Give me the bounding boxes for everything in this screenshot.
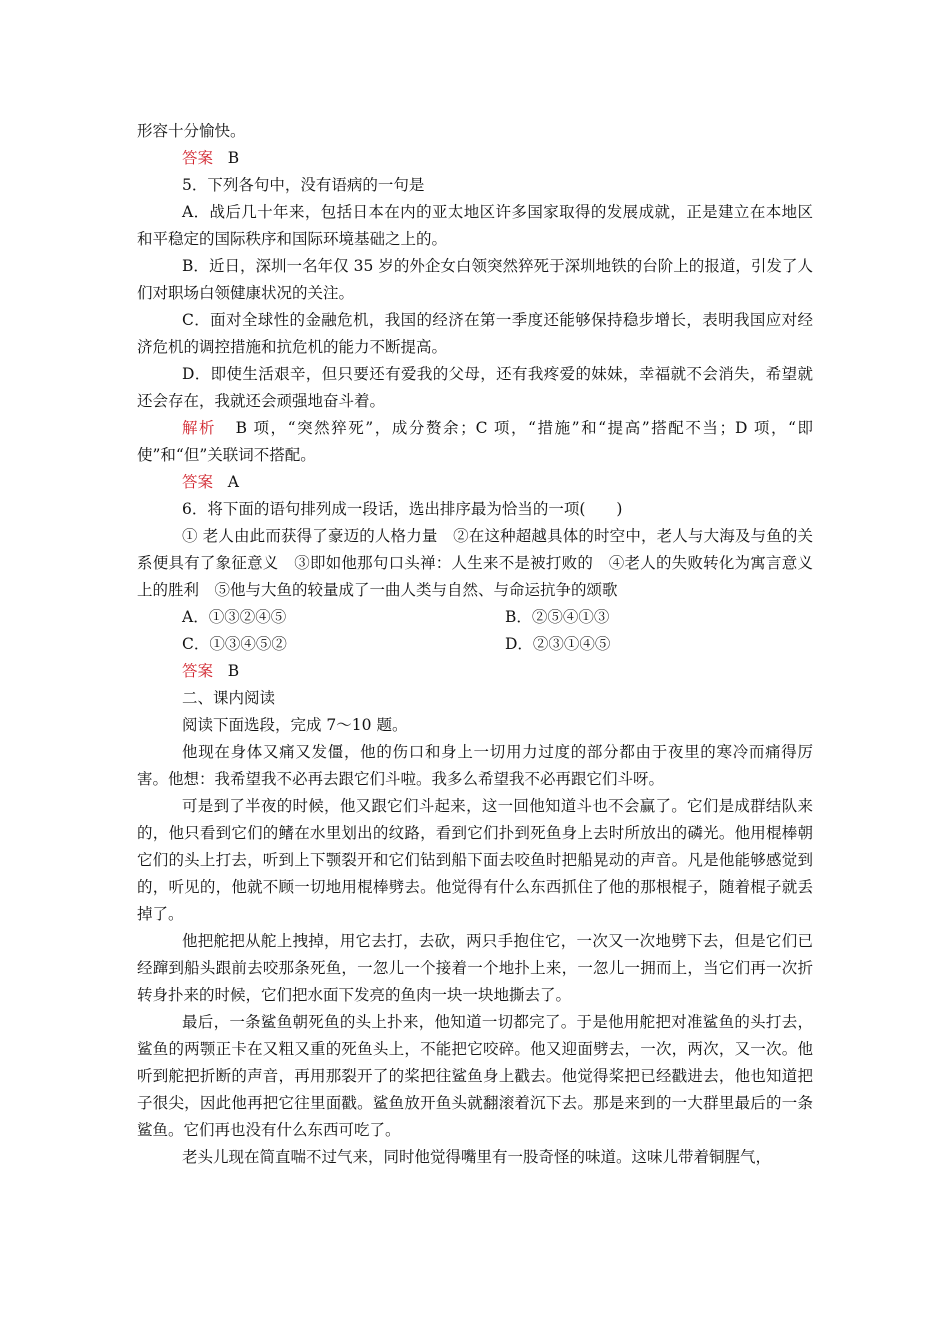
- answer-value: B: [227, 149, 240, 167]
- question-6-option-d: D．②③①④⑤: [505, 635, 611, 653]
- answer-5: [137, 469, 813, 496]
- question-6-options-row-2: [137, 631, 813, 658]
- reading-intro: 阅读下面选段，完成 7～10 题。: [182, 716, 408, 734]
- question-5: 5．下列各句中，没有语病的一句是: [182, 176, 425, 194]
- passage-paragraph-2: 可是到了半夜的时候，他又跟它们斗起来，这一回他知道斗也不会赢了。它们是成群结队来的，他只看到它们的鳍在水里划出的纹路，看到它们扑到死鱼身上去时所放出的磷光。他用棍棒朝它们的头上打去，听到上下颚裂开和它们钻到船下面去咬鱼时把船晃动的声音。凡是他能够感觉到的，听见的，他就不顾一切地用棍棒劈去。他觉得有什么东西抓住了他的那根棍子，随着棍子就丢掉了。: [137, 797, 813, 923]
- answer-label: 答案: [182, 662, 214, 680]
- explanation-text: B 项，“突然猝死”，成分赘余；C 项，“措施”和“提高”搭配不当；D 项，“即使”和“但”关联词不搭配。: [137, 419, 813, 464]
- answer-6: [137, 658, 813, 685]
- question-6-option-a: A．①③②④⑤: [182, 608, 287, 626]
- answer-value: A: [227, 473, 239, 491]
- answer-label: 答案: [182, 149, 214, 167]
- answer-value: B: [227, 662, 240, 680]
- document-page: [137, 118, 813, 1171]
- question-5-option-d: D．即使生活艰辛，但只要还有爱我的父母，还有我疼爱的妹妹，幸福就不会消失，希望就还会存在，我就还会顽强地奋斗着。: [137, 365, 813, 410]
- passage-paragraph-3: 他把舵把从舵上拽掉，用它去打，去砍，两只手抱住它，一次又一次地劈下去，但是它们已经蹿到船头跟前去咬那条死鱼，一忽儿一个接着一个地扑上来，一忽儿一拥而上，当它们再一次折转身扑来的时候，它们把水面下发亮的鱼肉一块一块地撕去了。: [137, 932, 813, 1004]
- answer-4: [137, 145, 813, 172]
- question-6-options-row-1: [137, 604, 813, 631]
- question-6-body: ① 老人由此而获得了豪迈的人格力量 ②在这种超越具体的时空中，老人与大海及与鱼的关系便具有了象征意义 ③即如他那句口头禅：人生来不是被打败的 ④老人的失败转化为寓言意义上的胜利 ⑤他与大鱼的较量成了一曲人类与自然、与命运抗争的颂歌: [137, 527, 813, 599]
- question-5-option-c: C．面对全球性的金融危机，我国的经济在第一季度还能够保持稳步增长，表明我国应对经济危机的调控措施和抗危机的能力不断提高。: [137, 311, 813, 356]
- question-5-option-a: A．战后几十年来，包括日本在内的亚太地区许多国家取得的发展成就，正是建立在本地区和平稳定的国际秩序和国际环境基础之上的。: [137, 203, 813, 248]
- passage-paragraph-5: 老头儿现在简直喘不过气来，同时他觉得嘴里有一股奇怪的味道。这味儿带着铜腥气，: [182, 1148, 772, 1166]
- passage-paragraph-1: 他现在身体又痛又发僵，他的伤口和身上一切用力过度的部分都由于夜里的寒冷而痛得厉害。他想：我希望我不必再去跟它们斗啦。我多么希望我不必再跟它们斗呀。: [137, 743, 813, 788]
- question-6: 6．将下面的语句排列成一段话，选出排序最为恰当的一项( ): [182, 500, 623, 518]
- section-heading: 二、课内阅读: [182, 689, 276, 707]
- answer-label: 答案: [182, 473, 214, 491]
- question-6-option-c: C．①③④⑤②: [182, 635, 287, 653]
- continued-line: 形容十分愉快。: [137, 122, 246, 140]
- question-5-option-b: B．近日，深圳一名年仅 35 岁的外企女白领突然猝死于深圳地铁的台阶上的报道，引发了人们对职场白领健康状况的关注。: [137, 257, 813, 302]
- passage-paragraph-4: 最后，一条鲨鱼朝死鱼的头上扑来，他知道一切都完了。于是他用舵把对准鲨鱼的头打去，鲨鱼的两颚正卡在又粗又重的死鱼头上，不能把它咬碎。他又迎面劈去，一次，两次，又一次。他听到舵把折断的声音，再用那裂开了的桨把往鲨鱼身上戳去。他觉得桨把已经戳进去，他也知道把子很尖，因此他再把它往里面戳。鲨鱼放开鱼头就翻滚着沉下去。那是来到的一大群里最后的一条鲨鱼。它们再也没有什么东西可吃了。: [137, 1013, 813, 1139]
- question-6-option-b: B．②⑤④①③: [505, 608, 610, 626]
- explanation-5: [137, 415, 813, 469]
- explanation-label: 解析: [182, 419, 217, 437]
